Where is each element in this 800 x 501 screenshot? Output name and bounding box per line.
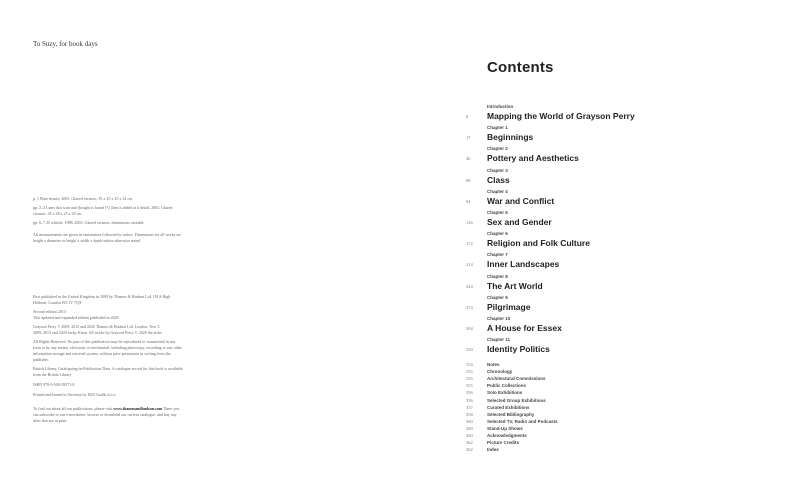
page-number: 244 [466,283,473,289]
colophon-line: Grayson Perry © 2009, 2013 and 2020 Thames & Hudson Ltd, London. Text © 2009, 2013 and 2020 Jacky Klein. All works by Grayson Perry © 2020 the artist [33,324,162,335]
chapter-label: Introduction [487,104,514,109]
chapter-title: Class [487,174,510,185]
colophon-line: ISBN 978-0-500-29571-8 [33,382,75,387]
chapter-label: Chapter 1 [487,125,508,131]
colophon [33,294,203,427]
colophon-line: All Rights Reserved. No part of this publication may be reproduced or transmitted in any form or by any means, electronic or mechanical, including photocopy, recording or any other information storage and retrieval system, without prior permission in writing from the publisher. [33,339,182,362]
toc-entry[interactable] [466,369,766,376]
toc-entry[interactable] [466,383,766,390]
chapter-title: Beginnings [487,132,534,143]
caption: pp. 2–3 Lines that scan and thought is found [?], then it added at it detail, 2003. Glazed ceramic, 45 x 28 x 25 x 20 cm [33,205,173,216]
chapter-title: Identity Politics [487,344,550,355]
colophon-line: Second edition 2013 [33,309,66,314]
section-title: Curated Exhibitions [487,404,530,410]
page-number: 304 [466,326,473,331]
page-number: 362 [466,440,473,446]
section-title: Selected TV, Radio and Podcasts [487,418,558,424]
publisher-link[interactable]: www.thamesandhudson.com [113,406,163,411]
chapter-title: Pilgrimage [487,301,531,312]
section-title: Chronology [487,369,513,375]
page-number: 356 [466,390,473,396]
section-title: Solo Exhibitions [487,390,523,396]
section-title: Selected Group Exhibitions [487,397,546,403]
page-number: 94 [466,198,471,204]
chapter-label: Chapter 4 [487,188,508,194]
chapter-label: Chapter 5 [487,210,508,215]
chapter-label: Chapter 6 [487,231,508,237]
page-number: 126 [466,220,473,225]
colophon-line: British Library Cataloguing-in-Publication Data. A catalogue record for this book is available from the British Library [33,366,183,377]
page-number: 8 [466,114,469,119]
chapter-label: Chapter 10 [487,316,511,321]
chapter-label: Chapter 11 [487,337,511,343]
toc-entry[interactable] [466,362,766,369]
toc-entry[interactable] [466,426,766,433]
section-title: Index [487,447,499,453]
toc-entry[interactable] [466,440,766,447]
section-title: Acknowledgments [487,433,527,438]
toc-entry[interactable] [466,390,766,397]
chapter-title: Mapping the World of Grayson Perry [487,111,635,121]
section-title: Selected Bibliography [487,411,535,417]
colophon-line: First published in the United Kingdom in 2009 by Thames & Hudson Ltd, 181A High Holborn, London WC1V 7QX [33,294,171,305]
section-title: Stand-Up Shows [487,425,523,431]
chapter-label: Chapter 3 [487,167,508,173]
page-number: 360 [466,425,473,431]
footer-text: There you can subscribe to our e-newsletter, browse or download our current catalogue, and buy any titles that are in print. [33,406,180,423]
page-number: 274 [466,304,473,310]
chapter-title: Pottery and Aesthetics [487,153,579,164]
page-number: 355 [466,376,473,382]
page-number: 172 [466,241,473,247]
toc-entry[interactable] [466,419,766,426]
section-title: Architectural Commissions [487,376,546,382]
page-number: 68 [466,177,471,183]
toc-entry[interactable] [466,433,766,440]
page-number: 354 [466,362,473,367]
chapter-title: The Art World [487,280,543,291]
section-title: Notes [487,362,500,367]
chapter-title: Inner Landscapes [487,259,560,270]
colophon-line: This updated and expanded edition published in 2020 [33,315,119,320]
chapter-label: Chapter 2 [487,146,508,152]
chapter-title: A House for Essex [487,323,562,333]
page-number: 360 [466,418,473,424]
chapter-label: Chapter 7 [487,252,508,258]
captions [33,196,203,247]
toc-entry[interactable] [466,405,766,412]
page-number: 358 [466,411,473,417]
caption: p. 1 Plate beauty, 2005. Glazed ceramic, 35 x 25 x 25 x 24 cm [33,196,133,201]
page-number: 356 [466,397,473,403]
chapter-title: Sex and Gender [487,217,552,227]
toc-entry[interactable] [466,398,766,405]
chapter-title: Religion and Folk Culture [487,238,590,249]
page-number: 360 [466,433,473,438]
section-title: Public Collections [487,383,527,389]
toc-entry[interactable] [466,412,766,419]
chapter-title: War and Conflict [487,195,555,206]
page-number: 357 [466,404,473,410]
section-title: Picture Credits [487,440,520,446]
chapter-label: Chapter 9 [487,294,508,300]
publisher-footer [33,406,183,424]
page-title: Contents [487,59,554,76]
page-number: 355 [466,383,473,389]
caption: All measurements are given in centimetres followed by inches. Dimensions for all works are height x diameter or height x width x depth unless otherwise stated [33,232,182,243]
page-number: 362 [466,447,473,453]
toc-entry[interactable] [466,447,766,454]
colophon-line: Printed and bound in Slovenia by DZS Grafik d.o.o. [33,392,117,397]
dedication: To Suzy, for book days [33,40,98,48]
page-number: 330 [466,347,473,353]
toc-entry[interactable] [466,376,766,383]
footer-text: To find out about all our publications, please visit [33,406,113,411]
page-number: 355 [466,369,473,375]
page-number: 214 [466,262,473,268]
contents-page [400,0,800,501]
chapter-label: Chapter 8 [487,273,508,279]
page-number: 17 [466,135,471,141]
page-number: 40 [466,156,471,162]
caption: pp. 6–7 25 whistle, 1988–2003. Glazed ceramic, dimensions variable [33,220,144,225]
